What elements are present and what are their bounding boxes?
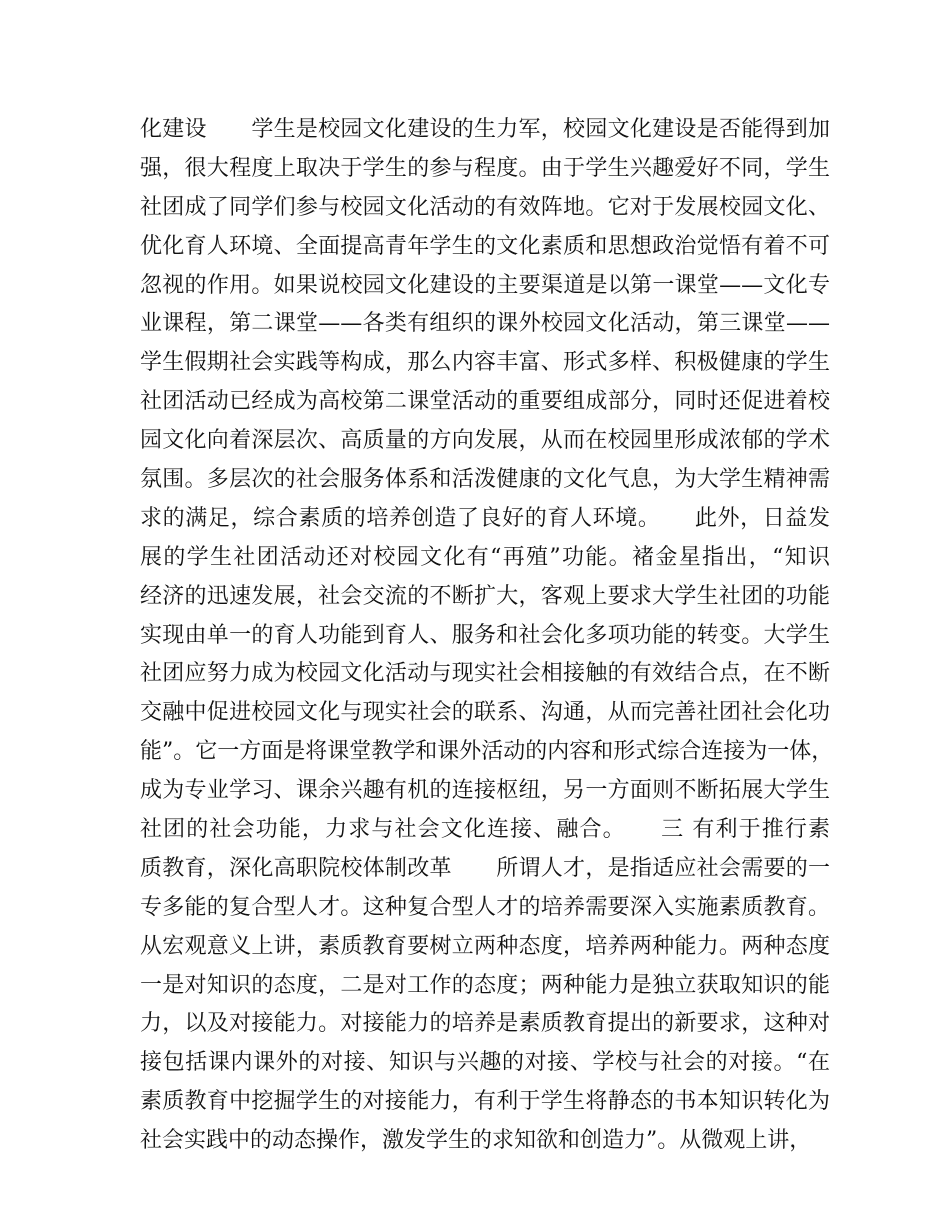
text-line: 展的学生社团活动还对校园文化有“再殖”功能。褚金星指出，“知识	[140, 544, 830, 570]
text-line: 园文化向着深层次、高质量的方向发展，从而在校园里形成浓郁的学术	[140, 428, 830, 454]
text-line: 优化育人环境、全面提高青年学生的文化素质和思想政治觉悟有着不可	[140, 233, 830, 259]
text-line: 社团成了同学们参与校园文化活动的有效阵地。它对于发展校园文化、	[140, 194, 830, 220]
text-line: 学生假期社会实践等构成，那么内容丰富、形式多样、积极健康的学生	[140, 350, 830, 376]
text-line: 忽视的作用。如果说校园文化建设的主要渠道是以第一课堂——文化专	[140, 272, 830, 298]
text-line: 成为专业学习、课余兴趣有机的连接枢纽，另一方面则不断拓展大学生	[140, 778, 830, 804]
text-line: 强，很大程度上取决于学生的参与程度。由于学生兴趣爱好不同，学生	[140, 155, 830, 181]
text-line: 素质教育中挖掘学生的对接能力，有利于学生将静态的书本知识转化为	[140, 1089, 830, 1115]
text-line: 经济的迅速发展，社会交流的不断扩大，客观上要求大学生社团的功能	[140, 583, 830, 609]
text-line: 专多能的复合型人才。这种复合型人才的培养需要深入实施素质教育。	[140, 894, 830, 920]
text-line: 能”。它一方面是将课堂教学和课外活动的内容和形式综合连接为一体，	[140, 739, 834, 765]
text-line: 实现由单一的育人功能到育人、服务和社会化多项功能的转变。大学生	[140, 622, 830, 648]
text-line: 一是对知识的态度，二是对工作的态度；两种能力是独立获取知识的能	[140, 972, 830, 998]
text-line: 业课程，第二课堂——各类有组织的课外校园文化活动，第三课堂——	[140, 311, 830, 337]
text-line: 力，以及对接能力。对接能力的培养是素质教育提出的新要求，这种对	[140, 1011, 830, 1037]
body-text	[140, 111, 834, 1161]
text-line: 接包括课内课外的对接、知识与兴趣的对接、学校与社会的对接。“在	[140, 1050, 830, 1076]
text-line: 社会实践中的动态操作，激发学生的求知欲和创造力”。从微观上讲，	[140, 1128, 812, 1154]
text-line: 质教育，深化高职院校体制改革 所谓人才，是指适应社会需要的一	[140, 855, 830, 881]
text-line: 氛围。多层次的社会服务体系和活泼健康的文化气息，为大学生精神需	[140, 467, 830, 493]
text-line: 从宏观意义上讲，素质教育要树立两种态度，培养两种能力。两种态度	[140, 933, 830, 959]
text-line: 社团活动已经成为高校第二课堂活动的重要组成部分，同时还促进着校	[140, 389, 830, 415]
text-line: 社团应努力成为校园文化活动与现实社会相接触的有效结合点，在不断	[140, 661, 830, 687]
text-line: 求的满足，综合素质的培养创造了良好的育人环境。 此外，日益发	[140, 505, 830, 531]
text-line: 交融中促进校园文化与现实社会的联系、沟通，从而完善社团社会化功	[140, 700, 830, 726]
text-line: 社团的社会功能，力求与社会文化连接、融合。 三 有利于推行素	[140, 817, 830, 843]
text-line: 化建设 学生是校园文化建设的生力军，校园文化建设是否能得到加	[140, 117, 830, 142]
